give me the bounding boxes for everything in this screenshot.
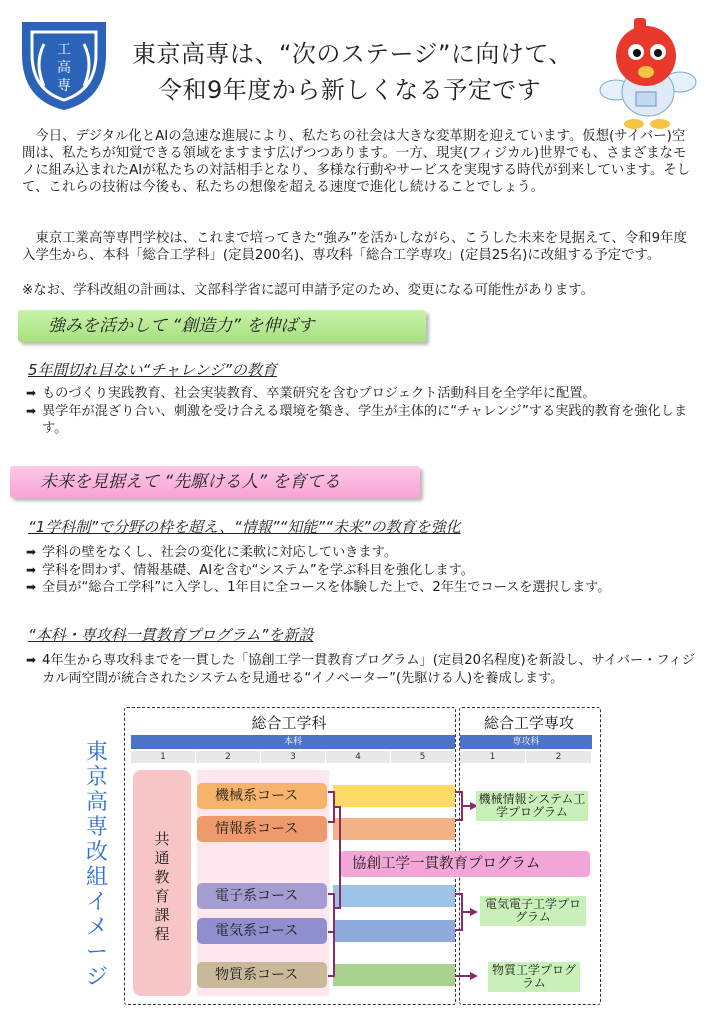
year-label: 5 xyxy=(391,751,455,763)
course-mechanical: 機械系コース xyxy=(197,783,327,809)
arrow-right-icon: ➡ xyxy=(26,562,37,577)
section2-subtitle-2: “本科・専攻科一貫教育プログラム”を新設 xyxy=(28,626,314,644)
course-electronics: 電子系コース xyxy=(197,883,327,909)
list-item: ➡ 学科の壁をなくし、社会の変化に柔軟に対応していきます。 xyxy=(26,545,398,560)
svg-text:専: 専 xyxy=(57,78,71,94)
page-title-line-1: 東京高専は、“次のステージ”に向けて、 xyxy=(132,40,573,68)
target-program-electrical: 電気電子工学プログラム xyxy=(480,896,586,926)
list-item: ➡ ものづくり実践教育、社会実装教育、卒業研究を含むプロジェクト活動科目を全学年に配置。 xyxy=(26,386,596,401)
list-item: ➡ 全員が“総合工学科”に入学し、1年目に全コースを体験した上で、2年生でコースを選択します。 xyxy=(26,580,611,595)
year-label: 1 xyxy=(460,751,526,763)
year-label: 3 xyxy=(261,751,326,763)
common-curriculum-label: 共通教育課程 xyxy=(154,830,170,943)
svg-text:高: 高 xyxy=(57,60,71,76)
dept-main-label: 総合工学科 xyxy=(251,714,327,732)
intro-paragraph-1: 今日、デジタル化とAIの急速な進展により、私たちの社会は大きな変革期を迎えています。仮想(サイバー)空間は、私たちが知覚できる領域をますます広げつつあります。一方、現実(フィジカル)世界でも、さまざまなモノに組み込まれたAIが私たちの対話相手となり、多様な行動やサービスを実現する時代が到来しています。そして、これらの技術は今後も、私たちの想像を超える速度で進化し続けることでしょう。 xyxy=(22,129,691,195)
intro-paragraph-2: 東京工業高等専門学校は、これまで培ってきた“強み”を活かしながら、こうした未来を見据えて、令和9年度入学生から、本科「総合工学科」(定員200名)、専攻科「総合工学専攻」(定員25名)に改組する予定です。 xyxy=(22,231,687,263)
section-banner-strength: 強みを活かして “創造力” を伸ばす xyxy=(18,310,426,342)
section1-bullet-list xyxy=(26,385,702,438)
arrow-right-icon: ➡ xyxy=(26,386,37,400)
year-label: 1 xyxy=(131,751,196,763)
section2-bullet-list-2 xyxy=(26,652,702,687)
course-materials: 物質系コース xyxy=(197,962,327,988)
course-information: 情報系コース xyxy=(197,816,327,842)
list-item: ➡ 学科を問わず、情報基礎、AIを含む“システム”を学ぶ科目を強化します。 xyxy=(26,562,474,578)
section2-bullet-list-1 xyxy=(26,544,702,597)
advanced-course-bar: 専攻科 xyxy=(460,735,592,749)
year-label: 4 xyxy=(326,751,391,763)
section-banner-future: 未来を見据えて “先駆ける人” を育てる xyxy=(10,466,420,498)
main-course-bar: 本科 xyxy=(131,735,455,749)
course-electrical: 電気系コース xyxy=(197,918,327,944)
year-label: 2 xyxy=(196,751,261,763)
section1-subtitle: 5年間切れ目ない“チャレンジ”の教育 xyxy=(28,361,277,379)
school-logo xyxy=(14,14,114,114)
mascot-illustration xyxy=(588,12,700,130)
list-item: ➡ 4年生から専攻科までを一貫した「協創工学一貫教育プログラム」(定員20名程度)を新設し、サイバー・フィジカル両空間が統合されたシステムを見通せる“イノベーター”(先駆ける人)を養成します。 xyxy=(26,653,695,686)
target-program-mech-info: 機械情報システム工学プログラム xyxy=(476,791,588,821)
integrated-program-bar: 協創工学一貫教育プログラム xyxy=(340,851,590,877)
page-title-line-2: 令和9年度から新しくなる予定です xyxy=(158,76,542,104)
target-program-materials: 物質工学プログラム xyxy=(488,962,580,992)
diagram-caption-vertical: 東京高専改組イメージ xyxy=(85,740,108,990)
list-item: ➡ 異学年が混ざり合い、刺激を受け合える環境を築き、学生が主体的に“チャレンジ”する実践的教育を強化します。 xyxy=(26,403,688,436)
arrow-right-icon: ➡ xyxy=(26,580,37,594)
arrow-right-icon: ➡ xyxy=(26,403,37,418)
section2-subtitle-1: “1学科制”で分野の枠を超え、“情報”“知能”“未来”の教育を強化 xyxy=(28,518,461,536)
intro-note: ※なお、学科改組の計画は、文部科学省に認可申請予定のため、変更になる可能性があります。 xyxy=(22,283,595,298)
dept-adv-label: 総合工学専攻 xyxy=(483,714,574,732)
svg-text:工: 工 xyxy=(57,42,71,58)
arrow-right-icon: ➡ xyxy=(26,545,37,559)
arrow-right-icon: ➡ xyxy=(26,653,37,667)
year-label: 2 xyxy=(526,751,592,763)
